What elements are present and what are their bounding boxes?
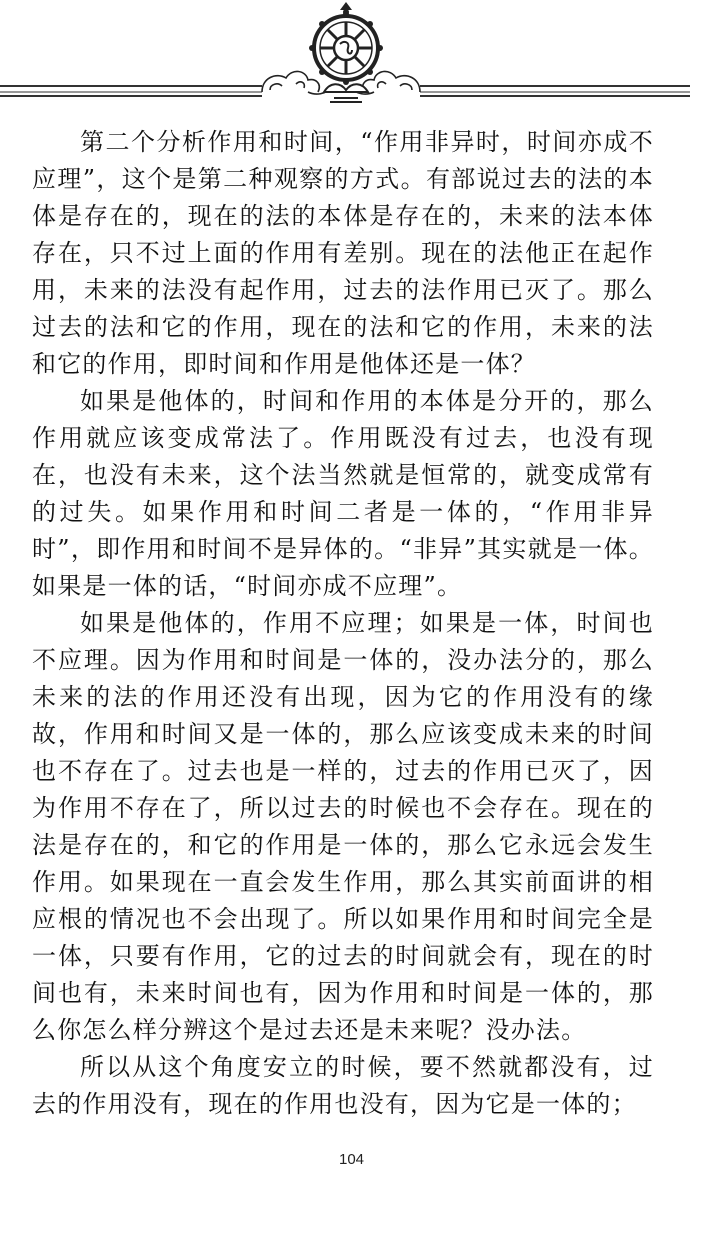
paragraph: 如果是他体的，时间和作用的本体是分开的，那么作用就应该变成常法了。作用既没有过去，也没有现在，也没有未来，这个法当然就是恒常的，就变成常有的过失。如果作用和时间二者是一体的，“作用非异时”，即作用和时间不是异体的。“非异”其实就是一体。如果是一体的话，“时间亦成不应理”。 (32, 387, 654, 600)
paragraph: 第二个分析作用和时间，“作用非异时，时间亦成不应理”，这个是第二种观察的方式。有部说过去的法的本体是存在的，现在的法的本体是存在的，未来的法本体存在，只不过上面的作用有差别。现在的法他正在起作用，未来的法没有起作用，过去的法作用已灭了。那么过去的法和它的作用，现在的法和它的作用，未来的法和它的作用，即时间和作用是他体还是一体？ (32, 128, 654, 378)
paragraph: 如果是他体的，作用不应理；如果是一体，时间也不应理。因为作用和时间是一体的，没办法分的，那么未来的法的作用还没有出现，因为它的作用没有的缘故，作用和时间又是一体的，那么应该变成未来的时间也不存在了。过去也是一样的，过去的作用已灭了，因为作用不存在了，所以过去的时候也不会存在。现在的法是存在的，和它的作用是一体的，那么它永远会发生作用。如果现在一直会发生作用，那么其实前面讲的相应根的情况也不会出现了。所以如果作用和时间完全是一体，只要有作用，它的过去的时间就会有，现在的时间也有，未来时间也有，因为作用和时间是一体的，那么你怎么样分辨这个是过去还是未来呢？没办法。 (32, 609, 654, 1044)
cloud-scroll-left-icon (262, 71, 330, 94)
paragraph: 所以从这个角度安立的时候，要不然就都没有，过去的作用没有，现在的作用也没有，因为它是一体的； (32, 1053, 654, 1118)
header-ornament (0, 0, 703, 110)
page-number: 104 (338, 1151, 365, 1168)
body-text (32, 124, 654, 1123)
